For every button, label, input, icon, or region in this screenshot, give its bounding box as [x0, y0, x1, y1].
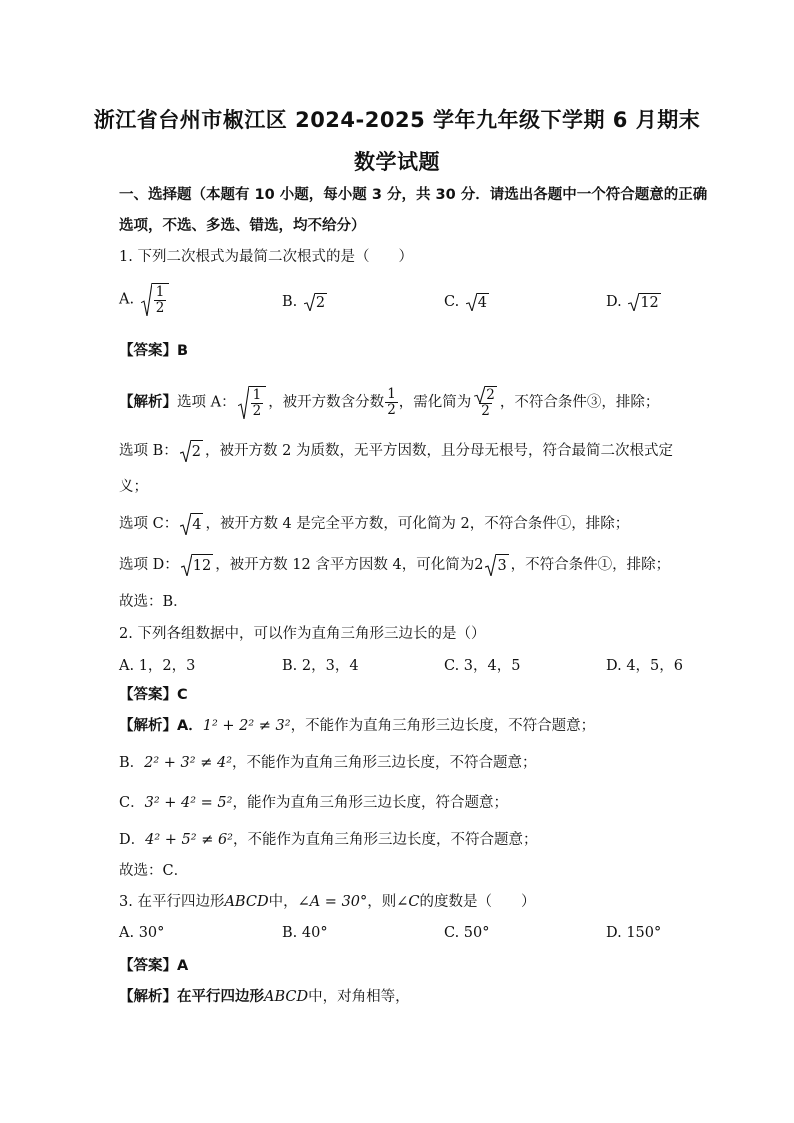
- q1-analysis-a: [119, 386, 659, 419]
- q2-analysis-c-text: ，能作为直角三角形三边长度，符合题意；: [232, 795, 508, 811]
- q2-conclusion: 故选：C．: [119, 863, 189, 879]
- q1-answer: 【答案】B: [119, 343, 189, 359]
- q1-option-c-label: C.: [444, 294, 460, 310]
- q3-analysis-prefix: 【解析】在平行四边形: [119, 989, 264, 1005]
- q1-analysis-a-rad-num: 1: [252, 387, 262, 403]
- q1-option-a-numerator: 1: [155, 284, 165, 300]
- q3-analysis-abcd: ABCD: [264, 989, 309, 1005]
- q1-analysis-a-fraction: [385, 387, 398, 418]
- q2-analysis-c: [119, 793, 508, 813]
- q1-analysis-a-simpl-den: 2: [481, 403, 490, 419]
- q1-option-b-label: B.: [282, 294, 298, 310]
- q2-analysis-c-prefix: C．: [119, 795, 145, 811]
- q1-analysis-d-simpl-radical: [485, 554, 508, 576]
- q1-analysis-a-text3: ，需化简为: [398, 394, 472, 411]
- section-heading-line1: 一、选择题（本题有 10 小题，每小题 3 分，共 30 分．请选出各题中一个符合题意的正确: [119, 187, 708, 203]
- q1-analysis-a-frac-den: 2: [387, 402, 396, 418]
- q2-analysis-a-math: 1² + 2² ≠ 3²: [202, 718, 291, 734]
- q1-option-c-radical: [466, 293, 489, 311]
- q1-analysis-d: [119, 554, 670, 576]
- q1-analysis-a-simplified: [472, 386, 499, 419]
- q1-stem: 1. 下列二次根式为最简二次根式的是（ ）: [119, 249, 413, 265]
- q2-analysis-b-math: 2² + 3² ≠ 4²: [144, 755, 233, 771]
- q2-analysis-b-prefix: B．: [119, 755, 145, 771]
- q3-option-d: D. 150°: [606, 925, 662, 941]
- q2-option-b: B. 2，3，4: [282, 658, 359, 674]
- q1-option-d-radical: [628, 293, 660, 311]
- q3-stem-angle-a: ∠A = 30°: [297, 894, 368, 910]
- q1-analysis-a-text4: ，不符合条件③，排除；: [499, 394, 660, 411]
- q1-analysis-a-intro: 选项 A：: [177, 394, 236, 411]
- q2-analysis-d-text: ，不能作为直角三角形三边长度，不符合题意；: [233, 832, 538, 848]
- q1-option-c-radicand: 4: [477, 295, 488, 311]
- q1-analysis-d-simpl-radicand: 3: [496, 554, 508, 576]
- q2-analysis-c-math: 3² + 4² = 5²: [144, 795, 233, 811]
- q2-analysis-a-text: ，不能作为直角三角形三边长度，不符合题意；: [290, 718, 596, 734]
- q2-analysis-d-math: 4² + 5² ≠ 6²: [145, 832, 233, 848]
- q1-analysis-label: 【解析】: [119, 394, 177, 411]
- q1-option-b-radical: [304, 293, 327, 311]
- q1-analysis-a-text2: ，被开方数含分数: [268, 394, 385, 411]
- q1-analysis-d-coef: 2: [474, 557, 484, 573]
- q3-option-c: C. 50°: [444, 925, 490, 941]
- q3-analysis-suffix: 中，对角相等，: [308, 989, 410, 1005]
- q1-analysis-b-intro: 选项 B：: [119, 443, 178, 459]
- q1-analysis-c: [119, 513, 629, 535]
- q1-option-b: [282, 293, 329, 311]
- q1-analysis-b-radicand: 2: [191, 440, 203, 462]
- q1-analysis-a-radical: [238, 386, 267, 419]
- document-title-line1: 浙江省台州市椒江区 2024-2025 学年九年级下学期 6 月期末: [93, 108, 701, 132]
- q2-answer: 【答案】C: [119, 687, 188, 703]
- q1-analysis-d-radical: [181, 554, 213, 576]
- q3-answer: 【答案】A: [119, 958, 189, 974]
- q3-analysis: [119, 987, 410, 1007]
- section-heading-line2: 选项，不选、多选、错选，均不给分）: [119, 218, 366, 234]
- q1-analysis-c-intro: 选项 C：: [119, 516, 179, 532]
- q1-option-d: [606, 293, 663, 311]
- q2-analysis-b: [119, 753, 537, 773]
- document-title-line2: 数学试题: [354, 150, 440, 174]
- q1-analysis-a-frac-num: 1: [387, 386, 396, 402]
- q1-option-d-radicand: 12: [640, 295, 659, 311]
- q2-stem: 2. 下列各组数据中，可以作为直角三角形三边长的是（）: [119, 626, 486, 642]
- q1-analysis-d-text: ，被开方数 12 含平方因数 4，可化简为: [215, 557, 475, 573]
- q1-analysis-b: [119, 440, 673, 462]
- q1-analysis-c-radicand: 4: [191, 513, 203, 535]
- q2-analysis-d-prefix: D．: [119, 832, 146, 848]
- q3-stem-angle-c: ∠C: [396, 894, 420, 910]
- q1-analysis-b-text: ，被开方数 2 为质数，无平方因数，且分母无根号，符合最简二次根式定: [205, 443, 673, 459]
- q2-option-c: C. 3，4，5: [444, 658, 521, 674]
- q2-option-a: A. 1，2，3: [119, 658, 196, 674]
- q3-stem-abcd: ABCD: [224, 894, 269, 910]
- q2-analysis-d: [119, 830, 538, 850]
- q1-analysis-b-cont: 义；: [119, 479, 148, 495]
- q1-analysis-c-radical: [180, 513, 203, 535]
- q1-option-a: [119, 283, 171, 316]
- q3-option-b: B. 40°: [282, 925, 328, 941]
- q1-conclusion: 故选：B．: [119, 594, 188, 610]
- q3-stem-part1: 3. 在平行四边形: [119, 894, 225, 910]
- q1-option-b-radicand: 2: [315, 295, 326, 311]
- q1-analysis-a-simpl-radicand: 2: [486, 387, 495, 403]
- q2-analysis-a-prefix: 【解析】A．: [119, 718, 203, 734]
- q3-option-a: A. 30°: [119, 925, 165, 941]
- q2-analysis-b-text: ，不能作为直角三角形三边长度，不符合题意；: [232, 755, 537, 771]
- q1-option-a-radical: [141, 283, 170, 316]
- q1-analysis-a-rad-den: 2: [252, 403, 262, 419]
- q1-analysis-d-radicand: 12: [192, 554, 213, 576]
- q1-analysis-d-text2: ，不符合条件①，排除；: [510, 557, 671, 573]
- q2-analysis-a: [119, 716, 595, 736]
- q1-option-c: [444, 293, 491, 311]
- q3-stem-part2: 中，: [268, 894, 298, 910]
- q1-analysis-b-radical: [180, 440, 203, 462]
- q2-option-d: D. 4，5，6: [606, 658, 684, 674]
- q1-analysis-d-intro: 选项 D：: [119, 557, 179, 573]
- q1-analysis-c-text: ，被开方数 4 是完全平方数，可化简为 2，不符合条件①，排除；: [205, 516, 630, 532]
- q3-stem-part3: ，则: [367, 894, 397, 910]
- q3-stem-part4: 的度数是（ ）: [419, 894, 536, 910]
- q1-option-a-label: A.: [119, 291, 135, 308]
- q3-stem: [119, 892, 536, 912]
- q1-option-a-denominator: 2: [155, 300, 165, 316]
- q1-option-d-label: D.: [606, 294, 622, 310]
